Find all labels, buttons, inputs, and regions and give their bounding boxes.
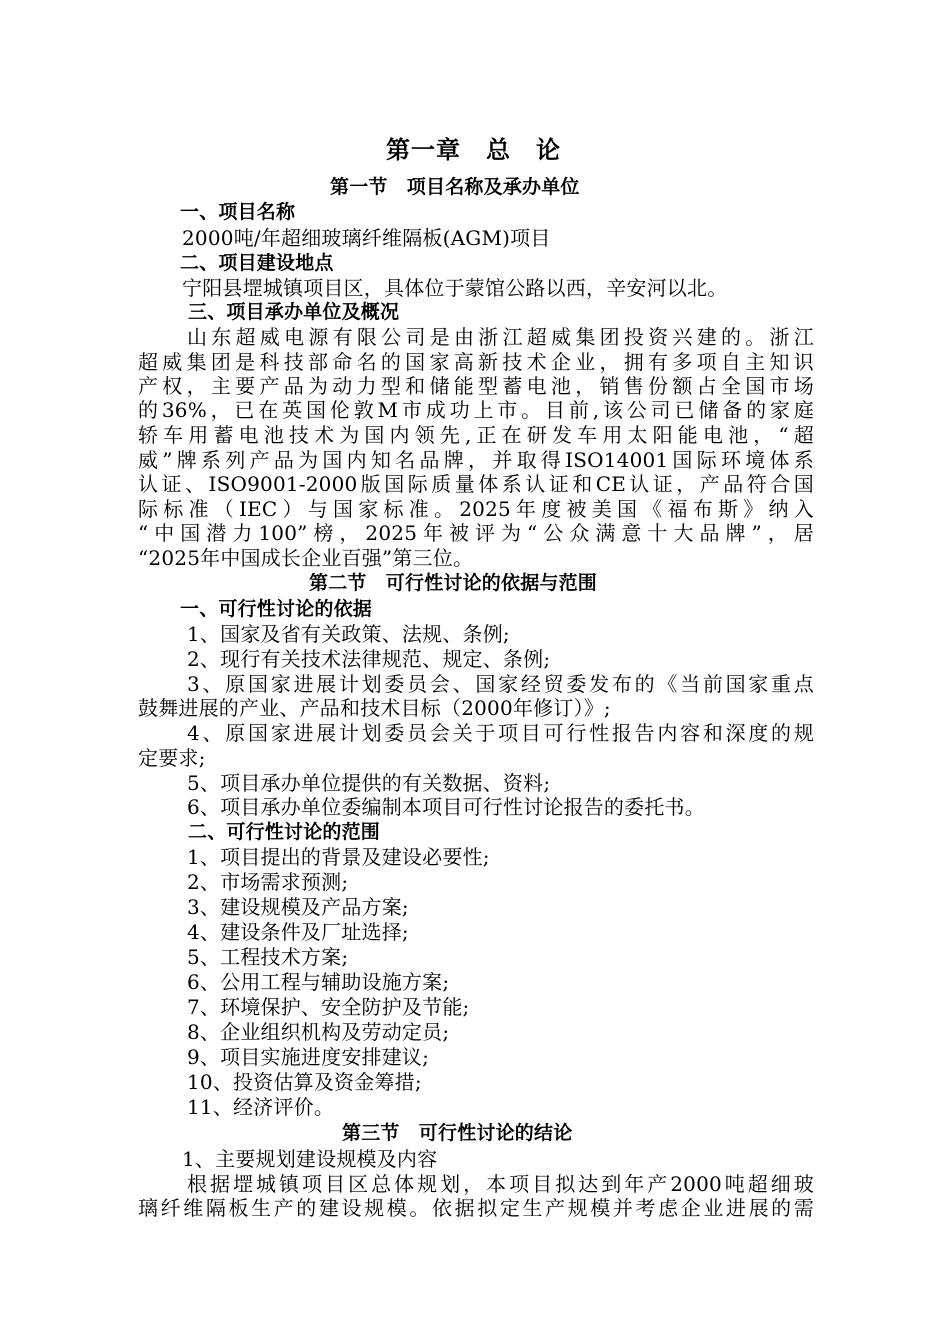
section3-title: 第三节 可行性讨论的结论 xyxy=(342,1122,573,1144)
paragraph-line: 的36%，已在英国伦敦M市成功上市。目前,该公司已储备的家庭 xyxy=(138,398,814,422)
project-location-text: 宁阳县堽城镇项目区，具体位于蒙馆公路以西，辛安河以北。 xyxy=(182,276,728,300)
section2-title: 第二节 可行性讨论的依据与范围 xyxy=(309,572,598,594)
paragraph-line: 际标准（IEC）与国家标准。2025年度被美国《福布斯》纳入 xyxy=(138,497,814,521)
paragraph-line: 超威集团是科技部命名的国家高新技术企业，拥有多项自主知识 xyxy=(138,350,814,374)
list-item: 4、建设条件及厂址选择; xyxy=(187,920,409,944)
list-item: 7、环境保护、安全防护及节能; xyxy=(187,995,470,1019)
section1-sub2-heading: 二、项目建设地点 xyxy=(180,252,334,274)
paragraph-line: 根据堽城镇项目区总体规划，本项目拟达到年产2000吨超细玻 xyxy=(187,1172,814,1196)
chapter-title: 第一章 总 论 xyxy=(386,136,561,164)
paragraph-line: 认证、ISO9001-2000版国际质量体系认证和CE认证，产品符合国 xyxy=(138,472,814,496)
list-item: 6、公用工程与辅助设施方案; xyxy=(187,970,450,994)
list-item: 2、现行有关技术法律规范、规定、条例; xyxy=(187,647,551,671)
list-item: 3、建设规模及产品方案; xyxy=(187,895,409,919)
list-item: 8、企业组织机构及劳动定员; xyxy=(187,1020,450,1044)
list-item: 1、主要规划建设规模及内容 xyxy=(182,1147,438,1171)
paragraph-line: 产权，主要产品为动力型和储能型蓄电池，销售份额占全国市场 xyxy=(138,374,814,398)
list-item: 1、国家及省有关政策、法规、条例; xyxy=(187,622,510,646)
project-name-text: 2000吨/年超细玻璃纤维隔板(AGM)项目 xyxy=(182,226,551,250)
paragraph-line: 轿车用蓄电池技术为国内领先,正在研发车用太阳能电池，“超 xyxy=(138,423,814,447)
paragraph-line: 山东超威电源有限公司是由浙江超威集团投资兴建的。浙江 xyxy=(187,325,814,349)
list-item: 鼓舞进展的产业、产品和技术目标（2000年修订）》; xyxy=(138,696,611,720)
section1-sub1-heading: 一、项目名称 xyxy=(180,201,296,223)
list-item: 6、项目承办单位委编制本项目可行性讨论报告的委托书。 xyxy=(187,795,705,819)
section1-sub3-heading: 三、项目承办单位及概况 xyxy=(188,301,400,323)
list-item: 2、市场需求预测; xyxy=(187,870,349,894)
list-item: 5、项目承办单位提供的有关数据、资料; xyxy=(187,771,551,795)
section2-sub2-heading: 二、可行性讨论的范围 xyxy=(188,821,381,843)
list-item: 10、投资估算及资金筹措; xyxy=(187,1070,422,1094)
list-item: 11、经济评价。 xyxy=(187,1095,335,1119)
list-item: 定要求; xyxy=(138,746,206,770)
paragraph-line: “2025年中国成长企业百强”第三位。 xyxy=(138,546,474,570)
paragraph-line: 威”牌系列产品为国内知名品牌，并取得ISO14001国际环境体系 xyxy=(138,448,814,472)
list-item: 9、项目实施进度安排建议; xyxy=(187,1045,430,1069)
list-item: 4、原国家进展计划委员会关于项目可行性报告内容和深度的规 xyxy=(187,721,814,745)
list-item: 3、原国家进展计划委员会、国家经贸委发布的《当前国家重点 xyxy=(187,672,814,696)
paragraph-line: 璃纤维隔板生产的建设规模。依据拟定生产规模并考虑企业进展的需 xyxy=(138,1196,814,1220)
paragraph-line: “中国潜力100”榜，2025年被评为“公众满意十大品牌”，居 xyxy=(138,521,814,545)
section1-title: 第一节 项目名称及承办单位 xyxy=(330,176,580,198)
list-item: 1、项目提出的背景及建设必要性; xyxy=(187,845,490,869)
section2-sub1-heading: 一、可行性讨论的依据 xyxy=(180,598,373,620)
list-item: 5、工程技术方案; xyxy=(187,945,349,969)
